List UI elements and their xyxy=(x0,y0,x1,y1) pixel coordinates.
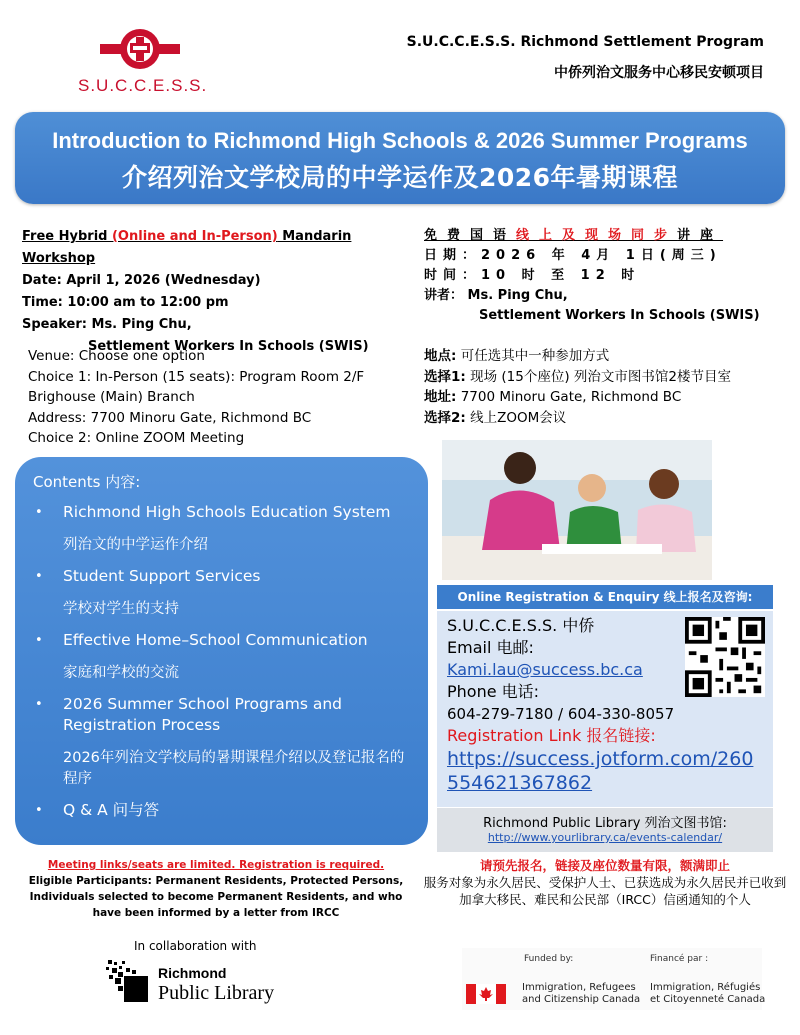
qr-code-icon[interactable] xyxy=(685,617,765,697)
venue-en xyxy=(28,346,420,449)
registration-warning-en: Meeting links/seats are limited. Registration is required. xyxy=(47,859,385,871)
org-name-zh: 中侨列治文服务中心移民安顿项目 xyxy=(554,65,764,81)
registration-org: S.U.C.C.E.S.S. 中侨 xyxy=(447,616,595,635)
workshop-date-zh: 日期：2026 年 4月 1日(周三) xyxy=(424,248,722,263)
contents-heading: Contents 内容: xyxy=(33,473,141,491)
workshop-info-en xyxy=(22,226,417,358)
finance-par-label: Financé par : xyxy=(650,954,709,964)
canada-flag-icon xyxy=(466,984,506,1004)
venue-line: Choice 2: Online ZOOM Meeting xyxy=(28,430,245,446)
workshop-type-en: Free Hybrid (Online and In-Person) Mandarin Workshop xyxy=(22,229,352,266)
venue-line: Address: 7700 Minoru Gate, Richmond BC xyxy=(28,409,312,426)
phone-numbers: 604-279-7180 / 604-330-8057 xyxy=(447,705,675,723)
contents-list xyxy=(33,502,410,821)
list-item: • Effective Home–School Communication 家庭和学校的交流 xyxy=(35,631,368,681)
workshop-time-zh: 时间：10 时 至 12 时 xyxy=(424,268,641,283)
workshop-speaker-en: Speaker: Ms. Ping Chu, xyxy=(22,317,192,332)
notes-zh xyxy=(420,857,790,908)
list-item: • Q & A 问与答 xyxy=(35,801,160,819)
library-logo-name-2: Public Library xyxy=(158,982,275,1004)
list-item: • 2026 Summer School Programs and Registration Process 2026年列治文学校局的暑期课程介绍以及登记报名的程序 xyxy=(35,695,405,787)
venue-line: Brighouse (Main) Branch xyxy=(28,389,195,405)
venue-line-zh: 地点: 可任选其中一种参加方式 xyxy=(424,348,610,364)
funded-by-label: Funded by: xyxy=(524,954,574,964)
venue-line-zh: 选择2: 线上ZOOM会议 xyxy=(424,409,567,426)
ircc-name-fr: Immigration, Réfugiés et Citoyenneté Canada xyxy=(650,982,766,1005)
phone-label: Phone 电话: xyxy=(447,682,540,701)
richmond-library-logo-icon xyxy=(104,958,150,1004)
workshop-time-en: Time: 10:00 am to 12:00 pm xyxy=(22,295,229,310)
contents-box xyxy=(15,457,428,845)
logo-text: S.U.C.C.E.S.S. xyxy=(78,76,208,95)
library-name: Richmond Public Library 列治文图书馆: xyxy=(483,816,727,831)
eligibility-zh: 服务对象为永久居民、受保护人士、已获选成为永久居民并已收到加拿大移民、难民和公民部（IRCC）信函通知的个人 xyxy=(423,875,787,907)
workshop-type-zh: 免费国语线上及现场同步讲座 xyxy=(424,228,724,243)
page-title-en: Introduction to Richmond High Schools & 2026 Summer Programs xyxy=(52,128,748,153)
registration-link[interactable]: https://success.jotform.com/260554621367862 xyxy=(447,748,754,794)
workshop-speaker-role-en: Settlement Workers In Schools (SWIS) xyxy=(88,339,369,354)
email-label: Email 电邮: xyxy=(447,638,534,657)
library-logo-name-1: Richmond xyxy=(158,965,227,981)
org-name-en: S.U.C.C.E.S.S. Richmond Settlement Program xyxy=(406,34,764,50)
title-banner xyxy=(15,112,785,204)
ircc-name-en: Immigration, Refugees and Citizenship Canada xyxy=(522,982,641,1005)
workshop-info-zh xyxy=(424,226,788,326)
list-item: • Richmond High Schools Education System 列治文的中学运作介绍 xyxy=(35,503,391,553)
venue-line: Venue: Choose one option xyxy=(28,348,205,364)
registration-warning-zh: 请预先报名，链接及座位数量有限，额满即止 xyxy=(479,858,730,873)
library-box xyxy=(437,808,773,852)
email-link[interactable]: Kami.lau@success.bc.ca xyxy=(447,660,643,679)
registration-box xyxy=(437,611,773,807)
workshop-date-en: Date: April 1, 2026 (Wednesday) xyxy=(22,273,261,288)
library-url-link[interactable]: http://www.yourlibrary.ca/events-calendar/ xyxy=(487,831,723,844)
workshop-speaker-role-zh: Settlement Workers In Schools (SWIS) xyxy=(479,308,760,323)
collaboration-label: In collaboration with xyxy=(134,939,257,953)
list-item: • Student Support Services 学校对学生的支持 xyxy=(35,567,261,617)
eligibility-en: Eligible Participants: Permanent Residents, Protected Persons, Individuals selected to become Permanent Residents, and who have been informed by a letter from IRCC xyxy=(28,875,404,919)
classroom-photo xyxy=(442,440,712,580)
venue-zh xyxy=(424,346,794,428)
notes-en xyxy=(16,857,416,921)
registration-link-label: Registration Link 报名链接: xyxy=(447,726,656,745)
venue-line-zh: 地址: 7700 Minoru Gate, Richmond BC xyxy=(424,389,682,405)
page-title-zh: 介绍列治文学校局的中学运作及2026年暑期课程 xyxy=(121,163,679,192)
venue-line-zh: 选择1: 现场 (15个座位) 列治文市图书馆2楼节目室 xyxy=(424,368,731,385)
workshop-speaker-zh: 讲者： Ms. Ping Chu, xyxy=(424,288,568,303)
registration-bar: Online Registration & Enquiry 线上报名及咨询: xyxy=(437,585,773,609)
venue-line: Choice 1: In-Person (15 seats): Program Room 2/F xyxy=(28,368,365,385)
